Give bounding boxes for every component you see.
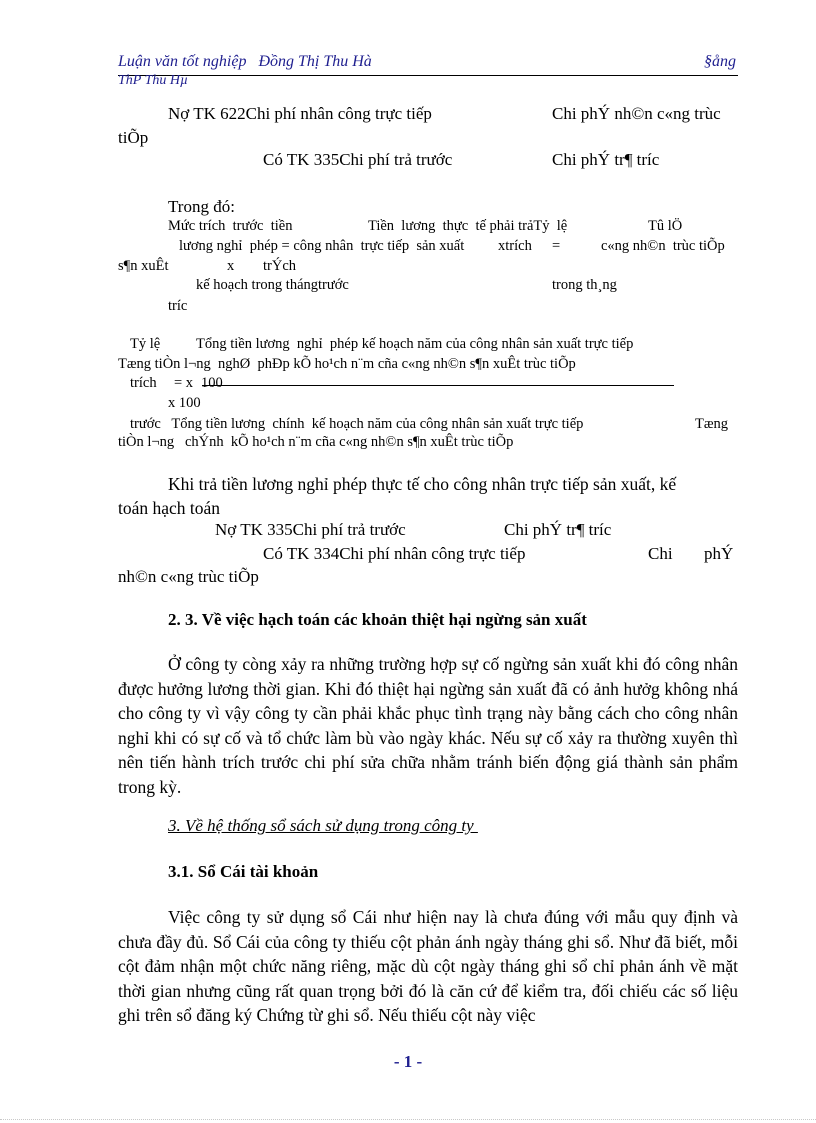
formula1-r1a: Mức trích trước tiền: [168, 218, 293, 234]
formula1-r2a: lương nghỉ phép = công nhân trực tiếp sản xuất: [179, 238, 465, 254]
formula2-r1b: Tổng tiền lương nghỉ phép kế hoạch năm của công nhân sản xuất trực tiếp: [196, 336, 634, 352]
entry1-debit-garbled: Chi phÝ nh©n c«ng trùc: [552, 104, 721, 123]
entry2-credit-cont: nh©n c«ng trùc tiÕp: [118, 567, 259, 586]
entry1-credit: Có TK 335Chi phí trả trước: [263, 150, 453, 169]
formula2-r5a: trước Tổng tiền lương chính kế hoạch năm của công nhân sản xuất trực tiếp: [130, 416, 584, 432]
formula2-r4: x 100: [168, 395, 201, 411]
entry2-credit-g1: Chi: [648, 544, 673, 563]
section-3-1-body: [118, 905, 738, 1028]
formula1-r5: tríc: [168, 298, 188, 314]
formula1-r4b: trong th¸ng: [552, 277, 617, 293]
entry1-debit-cont: tiÕp: [118, 128, 149, 147]
entry2-debit: Nợ TK 335Chi phí trả trước: [215, 520, 406, 539]
entry2-credit-g2: phÝ: [704, 544, 734, 563]
formula1-r2b: xtrích: [498, 238, 532, 254]
formula1-r3a: s¶n xuÊt: [118, 258, 169, 274]
formula1-r3c: trÝch: [263, 258, 297, 274]
formula2-r3c: 100: [201, 375, 223, 391]
section-3-1-title: 3.1. Sổ Cái tài khoản: [168, 862, 319, 881]
formula2-r3a: trích: [130, 375, 157, 391]
formula2-r5b: Tæng: [695, 416, 729, 432]
formula2-r6: tiÒn l¬ng chÝnh kÕ ho¹ch n¨m cña c«ng nh©n s¶n xuÊt trùc tiÕp: [118, 434, 514, 450]
entry2-credit: Có TK 334Chi phí nhân công trực tiếp: [263, 544, 526, 563]
section-2-3-body: [118, 652, 738, 799]
formula2-r1a: Tỷ lệ: [130, 336, 161, 352]
header-rule: [118, 75, 738, 76]
formula1-r1c: Tû lÖ: [648, 218, 683, 234]
section-3-title: 3. Về hệ thống sổ sách sử dụng trong công ty: [168, 816, 478, 835]
page-number: - 1 -: [393, 1052, 423, 1071]
formula1-r1b: Tiền lương thực tế phải trảTỷ lệ: [368, 218, 568, 234]
header-second-line: ThP Thu Hµ: [118, 73, 189, 88]
fraction-line: [202, 385, 674, 386]
formula1-r4a: kế hoạch trong thángtrước: [196, 277, 349, 293]
formula1-label: Trong đó:: [168, 197, 235, 216]
entry1-credit-garbled: Chi phÝ tr¶ tríc: [552, 150, 660, 169]
formula2-r3b: = x: [174, 375, 194, 391]
para1-line2: toán hạch toán: [118, 498, 221, 518]
header-right: §ång: [704, 53, 736, 70]
entry2-debit-garbled: Chi phÝ tr¶ tríc: [504, 520, 612, 539]
header-title: Luận văn tốt nghiệp Đồng Thị Thu Hà: [118, 53, 372, 70]
section-2-3-title: 2. 3. Về việc hạch toán các khoản thiệt hại ngừng sản xuất: [168, 610, 587, 629]
para1-line1: Khi trả tiền lương nghỉ phép thực tế cho công nhân trực tiếp sản xuất, kế: [168, 474, 677, 494]
formula1-r2c: =: [552, 238, 561, 254]
entry1-debit: Nợ TK 622Chi phí nhân công trực tiếp: [168, 104, 432, 123]
formula1-r2d: c«ng nh©n trùc tiÕp: [601, 238, 725, 254]
formula1-r3b: x: [227, 258, 235, 274]
section-2-3-text: Ở công ty còng xảy ra những trường hợp sự cố ngừng sản xuất khi đó công nhân được hưởng lương thời gian. Khi đó thiệt hại ngừng sản xuất đã có ảnh hưởg không nhá cho công ty vì vậy công ty cần phải khắc phục tình trạng này bằng cách cho công nhân nghỉ khi có sự cố và tổ chức làm bù vào ngày khác. Nếu sự cố xảy ra thường xuyên thì nên tiến hành trích trước chi phí sửa chữa nhằm tránh biến động giá thành sản phẩm trong kỳ.: [118, 654, 738, 797]
section-3-1-text: Việc công ty sử dụng sổ Cái như hiện nay là chưa đúng với mẫu quy định và chưa đầy đủ. Sổ Cái của công ty thiếu cột phản ánh ngày tháng ghi sổ. Như đã biết, mỗi cột đảm nhận một chức năng riêng, mặc dù cột ngày tháng ghi sổ chỉ phản ánh về mặt thời gian nhưng cũng rất quan trọng bởi đó là căn cứ để kiểm tra, đối chiếu các số liệu ghi trên sổ đăng ký Chứng từ ghi sổ. Nếu thiếu cột này việc: [118, 907, 738, 1025]
page-edge: [0, 1119, 816, 1120]
formula2-r2: Tæng tiÒn l¬ng nghØ phÐp kÕ ho¹ch n¨m cña c«ng nh©n s¶n xuÊt trùc tiÕp: [118, 356, 576, 372]
